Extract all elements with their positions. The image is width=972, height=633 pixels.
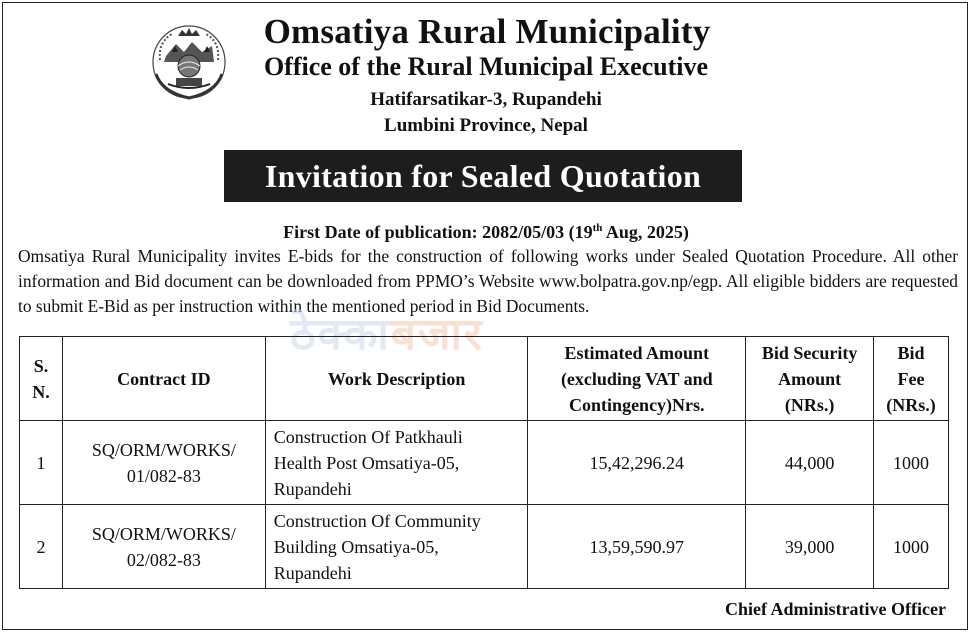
signatory-title: Chief Administrative Officer — [725, 599, 946, 619]
watermark-part-2: बजार — [390, 309, 484, 360]
header-bid-fee: Bid Fee (NRs.) — [874, 337, 949, 421]
publication-date-suffix: Aug, 2025) — [602, 222, 689, 242]
header-sn: S. N. — [20, 337, 63, 421]
table-row — [20, 421, 949, 505]
cell-contract-id: SQ/ORM/WORKS/ 01/082-83 — [62, 421, 265, 505]
letterhead — [0, 12, 972, 138]
table-row — [20, 505, 949, 589]
cell-sn: 2 — [20, 505, 63, 589]
table-header-row — [20, 337, 949, 421]
publication-date — [0, 217, 972, 243]
publication-date-prefix: First Date of publication: 2082/05/03 (19 — [283, 222, 593, 242]
header-estimated-amount: Estimated Amount (excluding VAT and Contingency)Nrs. — [528, 337, 746, 421]
cell-estimated-amount: 15,42,296.24 — [528, 421, 746, 505]
cell-contract-id: SQ/ORM/WORKS/ 02/082-83 — [62, 505, 265, 589]
municipality-name: Omsatiya Rural Municipality — [263, 12, 711, 51]
intro-paragraph: Omsatiya Rural Municipality invites E-bids for the construction of following works under Sealed Quotation Procedure. All other information and Bid document can be downloaded from PPMO’s Website www.bolpatra.gov.np/egp. All eligible bidders are requested to submit E-Bid as per instruction within the mentioned period in Bid Documents. — [18, 246, 958, 316]
watermark-part-1: ठेक्का — [290, 309, 391, 360]
notice-title-banner: Invitation for Sealed Quotation — [224, 150, 742, 202]
cell-bid-fee: 1000 — [874, 505, 949, 589]
works-table — [19, 336, 949, 589]
cell-work-description: Construction Of Community Building Omsatiya-05, Rupandehi — [265, 505, 528, 589]
cell-bid-fee: 1000 — [874, 421, 949, 505]
header-contract-id: Contract ID — [62, 337, 265, 421]
cell-work-description: Construction Of Patkhauli Health Post Omsatiya-05, Rupandehi — [265, 421, 528, 505]
header-bid-security: Bid Security Amount (NRs.) — [746, 337, 874, 421]
header-work-description: Work Description — [265, 337, 528, 421]
cell-bid-security: 39,000 — [746, 505, 874, 589]
cell-bid-security: 44,000 — [746, 421, 874, 505]
address-line-1: Hatifarsatikar-3, Rupandehi — [370, 89, 602, 110]
cell-estimated-amount: 13,59,590.97 — [528, 505, 746, 589]
address-line-2: Lumbini Province, Nepal — [384, 115, 588, 136]
cell-sn: 1 — [20, 421, 63, 505]
office-name: Office of the Rural Municipal Executive — [263, 52, 709, 81]
publication-date-ordinal: th — [592, 222, 603, 234]
